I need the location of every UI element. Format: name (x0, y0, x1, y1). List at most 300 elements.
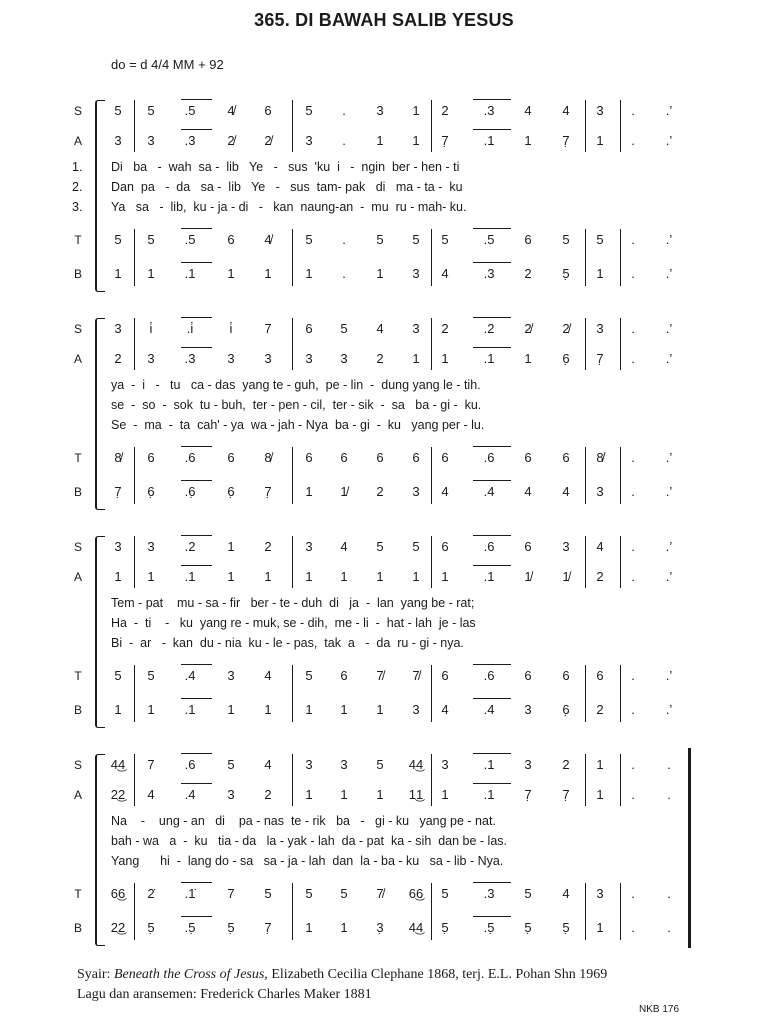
verse-number: 3. (72, 200, 83, 214)
bar-line (134, 665, 135, 722)
note: 2 (596, 569, 604, 584)
note: 1 (340, 920, 348, 935)
note: 6 (562, 450, 570, 465)
note: 2 (376, 351, 384, 366)
beam (181, 129, 212, 130)
beam (181, 446, 212, 447)
note: 5 (412, 232, 420, 247)
note: 7̣ (264, 484, 272, 499)
note: 4 (562, 103, 570, 118)
note: .2 (184, 539, 196, 554)
note: 7 (147, 757, 155, 772)
note: 4 (376, 321, 384, 336)
note: . (631, 103, 635, 118)
note: .1 (483, 787, 495, 802)
note: 5̣ (441, 920, 449, 935)
bar-line (431, 883, 432, 940)
note: 6 (524, 668, 532, 683)
note: 6 (441, 668, 449, 683)
note: 5̣ (524, 920, 532, 935)
note: .6 (483, 539, 495, 554)
voice-row-b (0, 917, 768, 939)
note: 6 (441, 539, 449, 554)
lyric-line: Na - ung - an di pa - nas te - rik ba - gi - ku yang pe - nat. (111, 814, 496, 828)
note: .1 (184, 569, 196, 584)
note: . (631, 787, 635, 802)
note: 1 (376, 133, 384, 148)
note: 6 (441, 450, 449, 465)
note: 5 (596, 232, 604, 247)
beam (181, 882, 212, 883)
bar-line (431, 536, 432, 588)
note: 4̸ (227, 103, 235, 118)
note: 6̣ (562, 351, 570, 366)
bar-line (620, 665, 621, 722)
beam (473, 99, 511, 100)
note: 7̣ (441, 133, 449, 148)
note: 3 (264, 351, 272, 366)
note: 5 (264, 886, 272, 901)
verse-number: 1. (72, 160, 83, 174)
voice-row-b (0, 699, 768, 721)
bar-line (292, 665, 293, 722)
note: 4͜4 (408, 757, 424, 772)
note: 3 (412, 702, 420, 717)
note: 3 (340, 757, 348, 772)
note: 3 (227, 668, 235, 683)
note: .1 (483, 133, 495, 148)
note: 1 (147, 569, 155, 584)
note: 6 (340, 450, 348, 465)
note: 7̸ (376, 668, 384, 683)
note: 2 (114, 351, 122, 366)
note: 6͜6 (110, 886, 126, 901)
note: 6 (562, 668, 570, 683)
bar-line (585, 318, 586, 370)
voice-row-s (0, 754, 768, 776)
bar-line (292, 447, 293, 504)
note: 4 (562, 484, 570, 499)
note: 6 (305, 450, 313, 465)
note: 2 (376, 484, 384, 499)
note: . (667, 886, 671, 901)
note: 1 (305, 484, 313, 499)
final-barline (688, 748, 691, 948)
voice-label: S (73, 104, 82, 118)
note: 5 (340, 321, 348, 336)
note: .4 (483, 484, 495, 499)
note: 4 (264, 668, 272, 683)
note: 7̣ (596, 351, 604, 366)
beam (473, 565, 511, 566)
note: . (631, 539, 635, 554)
note: 1 (264, 702, 272, 717)
note: . (631, 757, 635, 772)
note: .4 (184, 787, 196, 802)
bar-line (431, 229, 432, 286)
key-tempo-marking: do = d 4/4 MM + 92 (111, 57, 224, 72)
bar-line (292, 754, 293, 806)
beam (473, 535, 511, 536)
note: . (631, 702, 635, 717)
note: .’ (665, 321, 673, 336)
note: 1 (596, 133, 604, 148)
note: 1 (376, 702, 384, 717)
note: . (342, 266, 346, 281)
note: 1 (264, 266, 272, 281)
note: 3 (412, 484, 420, 499)
bar-line (620, 229, 621, 286)
note: .5̣ (184, 920, 196, 935)
note: . (631, 321, 635, 336)
lyric-line: Bi - ar - kan du - nia ku - le - pas, tak a - da ru - gi - nya. (111, 636, 464, 650)
note: 3 (524, 702, 532, 717)
note: 1 (376, 266, 384, 281)
note: 6 (524, 450, 532, 465)
voice-label: S (73, 322, 82, 336)
voice-row-t (0, 883, 768, 905)
voice-row-s (0, 536, 768, 558)
bar-line (620, 883, 621, 940)
note: .’ (665, 702, 673, 717)
lyric-line: Dan pa - da sa - lib Ye - sus tam- pak di ma - ta - ku (111, 180, 463, 194)
beam (181, 480, 212, 481)
note: 1 (305, 920, 313, 935)
note: 2͜2 (110, 787, 126, 802)
note: .3 (483, 886, 495, 901)
voice-row-t (0, 665, 768, 687)
note: 5 (412, 539, 420, 554)
note: . (631, 232, 635, 247)
note: 6 (305, 321, 313, 336)
voice-row-s (0, 318, 768, 340)
note: 8̸ (596, 450, 604, 465)
poem-credit-authors: Elizabeth Cecilia Clephane 1868, terj. E.L. Pohan Shn 1969 (267, 967, 608, 982)
note: 4͜4 (110, 757, 126, 772)
bar-line (585, 883, 586, 940)
note: 1 (596, 266, 604, 281)
note: 1 (340, 702, 348, 717)
note: 5 (114, 668, 122, 683)
note: 5 (376, 539, 384, 554)
note: 3 (147, 351, 155, 366)
bar-line (134, 883, 135, 940)
note: 1 (147, 702, 155, 717)
bar-line (292, 883, 293, 940)
note: 3 (412, 321, 420, 336)
note: 3 (562, 539, 570, 554)
beam (473, 446, 511, 447)
note: . (631, 133, 635, 148)
note: 5 (305, 232, 313, 247)
beam (473, 882, 511, 883)
note: 2̸ (227, 133, 235, 148)
note: . (342, 232, 346, 247)
voice-label: B (73, 485, 82, 499)
voice-label: B (73, 921, 82, 935)
note: 4 (441, 484, 449, 499)
bar-line (292, 318, 293, 370)
note: . (631, 920, 635, 935)
bar-line (134, 536, 135, 588)
poem-original-title: Beneath the Cross of Jesus, (113, 967, 268, 982)
voice-row-a (0, 784, 768, 806)
note: 1 (524, 351, 532, 366)
note: 1 (305, 266, 313, 281)
bar-line (431, 318, 432, 370)
bar-line (585, 754, 586, 806)
note: 3̣ (376, 920, 384, 935)
note: 2 (562, 757, 570, 772)
note: 5 (147, 232, 155, 247)
note: 5̣ (562, 266, 570, 281)
verse-number: 2. (72, 180, 83, 194)
note: .6 (184, 757, 196, 772)
note: .1 (483, 351, 495, 366)
note: . (631, 450, 635, 465)
note: .’ (665, 668, 673, 683)
note: 5 (147, 668, 155, 683)
beam (181, 565, 212, 566)
note: 2 (524, 266, 532, 281)
note: 2̇ (147, 886, 155, 901)
note: 1 (376, 569, 384, 584)
bar-line (620, 447, 621, 504)
note: 3 (596, 484, 604, 499)
note: .’ (665, 569, 673, 584)
note: .4 (184, 668, 196, 683)
beam (473, 480, 511, 481)
note: 7 (264, 321, 272, 336)
note: 2̸ (524, 321, 532, 336)
voice-row-a (0, 130, 768, 152)
voice-label: B (73, 267, 82, 281)
beam (181, 753, 212, 754)
note: .1 (184, 702, 196, 717)
note: 7̸ (412, 668, 420, 683)
note: 7̣ (114, 484, 122, 499)
note: .4 (483, 702, 495, 717)
bar-line (585, 229, 586, 286)
note: .6 (184, 450, 196, 465)
note: 2͜2 (110, 920, 126, 935)
beam (473, 698, 511, 699)
note: 4 (596, 539, 604, 554)
note: 3 (305, 539, 313, 554)
note: 5 (227, 757, 235, 772)
note: . (631, 484, 635, 499)
note: 1 (264, 569, 272, 584)
note: 1 (340, 569, 348, 584)
note: 6 (524, 539, 532, 554)
bar-line (620, 536, 621, 588)
tune-credit: Lagu dan aransemen: Frederick Charles Maker 1881 (77, 987, 372, 1002)
bar-line (292, 229, 293, 286)
note: 2̸ (562, 321, 570, 336)
voice-label: S (73, 540, 82, 554)
note: 4 (524, 103, 532, 118)
note: .3 (483, 103, 495, 118)
note: 5 (376, 232, 384, 247)
note: .5̣ (483, 920, 495, 935)
bar-line (292, 536, 293, 588)
note: 1 (114, 569, 122, 584)
beam (473, 783, 511, 784)
note: 7̣ (264, 920, 272, 935)
bar-line (620, 754, 621, 806)
note: 5 (441, 232, 449, 247)
note: 3 (524, 757, 532, 772)
note: 4̸ (264, 232, 272, 247)
beam (181, 262, 212, 263)
note: 3 (227, 787, 235, 802)
note: 1 (305, 787, 313, 802)
note: . (342, 103, 346, 118)
voice-label: T (74, 887, 82, 901)
hymn-title: 365. DI BAWAH SALIB YESUS (254, 10, 514, 30)
voice-row-a (0, 566, 768, 588)
beam (473, 228, 511, 229)
lyric-line: ya - i - tu ca - das yang te - guh, pe - lin - dung yang le - tih. (111, 378, 481, 392)
note: 3 (227, 351, 235, 366)
bar-line (585, 447, 586, 504)
note: 3 (305, 351, 313, 366)
note: .6 (483, 668, 495, 683)
note: .5 (184, 232, 196, 247)
note: 6̣ (562, 702, 570, 717)
note: 4͜4 (408, 920, 424, 935)
note: 5 (114, 103, 122, 118)
note: .3 (184, 351, 196, 366)
note: 1 (412, 103, 420, 118)
note: 1 (412, 351, 420, 366)
note: .’ (665, 484, 673, 499)
lyric-line: se - so - sok tu - buh, ter - pen - cil, ter - sik - sa ba - gi - ku. (111, 398, 482, 412)
note: i̇ (229, 321, 233, 336)
voice-label: A (73, 134, 82, 148)
note: 5̣ (227, 920, 235, 935)
note: 8̸ (114, 450, 122, 465)
beam (473, 664, 511, 665)
note: 7̣ (562, 133, 570, 148)
note: 6 (227, 450, 235, 465)
note: 5 (376, 757, 384, 772)
note: 3 (147, 539, 155, 554)
note: 3 (412, 266, 420, 281)
lyric-line: Se - ma - ta cah' - ya wa - jah - Nya ba - gi - ku yang per - lu. (111, 418, 485, 432)
note: 1 (524, 133, 532, 148)
beam (181, 347, 212, 348)
voice-label: T (74, 233, 82, 247)
note: 3 (114, 133, 122, 148)
voice-label: B (73, 703, 82, 717)
note: 2 (596, 702, 604, 717)
note: 8̸ (264, 450, 272, 465)
note: . (631, 351, 635, 366)
voice-row-b (0, 263, 768, 285)
bar-line (431, 100, 432, 152)
note: . (667, 920, 671, 935)
note: 4 (441, 266, 449, 281)
bar-line (620, 318, 621, 370)
beam (473, 317, 511, 318)
note: i̇ (149, 321, 153, 336)
note: 1 (340, 787, 348, 802)
note: 5 (305, 668, 313, 683)
lyric-line: Ya sa - lib, ku - ja - di - kan naung-an - mu ru - mah- ku. (111, 200, 467, 214)
note: 3 (114, 321, 122, 336)
note: 3 (596, 321, 604, 336)
note: 1 (227, 266, 235, 281)
note: 1͜1 (408, 787, 424, 802)
voice-label: A (73, 352, 82, 366)
note: .’ (665, 450, 673, 465)
note: 3 (376, 103, 384, 118)
note: 5 (441, 886, 449, 901)
note: 5 (524, 886, 532, 901)
bar-line (431, 447, 432, 504)
note: .1 (483, 569, 495, 584)
note: . (667, 757, 671, 772)
note: 5 (305, 103, 313, 118)
note: .i̇ (186, 321, 194, 336)
beam (181, 535, 212, 536)
note: . (631, 266, 635, 281)
bar-line (431, 754, 432, 806)
note: .6 (483, 450, 495, 465)
note: 3 (114, 539, 122, 554)
note: 1 (596, 920, 604, 935)
note: .5 (483, 232, 495, 247)
note: 3 (596, 886, 604, 901)
bar-line (620, 100, 621, 152)
bar-line (585, 536, 586, 588)
note: .1 (184, 266, 196, 281)
note: 1 (441, 569, 449, 584)
note: 2 (441, 321, 449, 336)
note: .’ (665, 539, 673, 554)
note: .’ (665, 133, 673, 148)
bar-line (134, 447, 135, 504)
note: 1 (596, 787, 604, 802)
note: 6 (524, 232, 532, 247)
note: .’ (665, 232, 673, 247)
voice-label: T (74, 669, 82, 683)
note: 6 (227, 232, 235, 247)
note: 4 (147, 787, 155, 802)
voice-label: S (73, 758, 82, 772)
note: 5 (340, 886, 348, 901)
beam (181, 916, 212, 917)
lyric-line: bah - wa a - ku tia - da la - yak - lah da - pat ka - sih dan be - las. (111, 834, 508, 848)
note: 3 (305, 133, 313, 148)
note: 1 (596, 757, 604, 772)
note: .6̣ (184, 484, 196, 499)
voice-label: T (74, 451, 82, 465)
note: 3 (441, 757, 449, 772)
beam (473, 129, 511, 130)
note: 7̣ (524, 787, 532, 802)
note: 5 (562, 232, 570, 247)
note: 6̣ (147, 484, 155, 499)
note: . (631, 569, 635, 584)
note: .1 (483, 757, 495, 772)
note: 7̸ (376, 886, 384, 901)
voice-label: A (73, 788, 82, 802)
note: 2 (441, 103, 449, 118)
bar-line (585, 100, 586, 152)
bar-line (585, 665, 586, 722)
